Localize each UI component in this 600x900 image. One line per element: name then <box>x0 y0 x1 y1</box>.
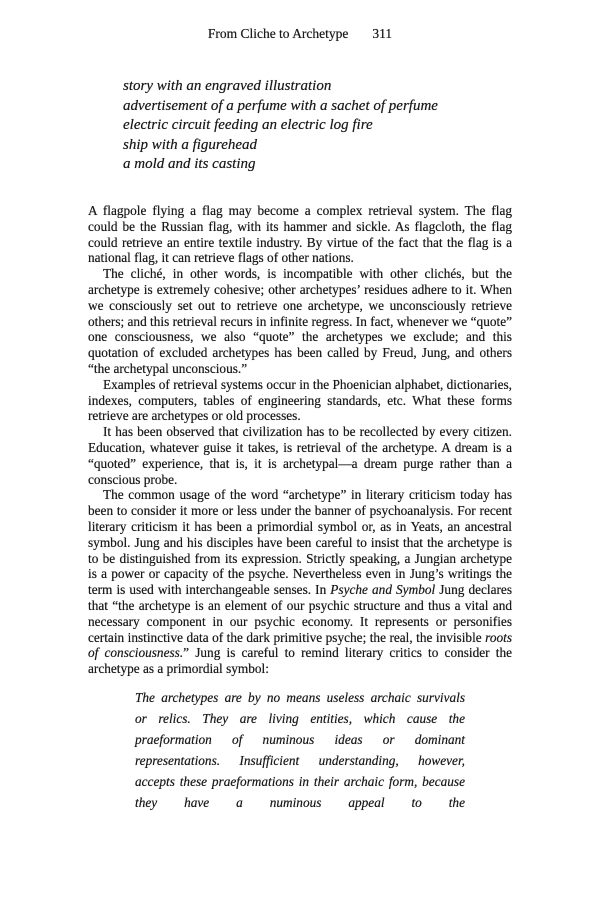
running-header <box>0 26 600 42</box>
paragraph <box>88 487 512 677</box>
paragraph <box>88 424 512 487</box>
header-title: From Cliche to Archetype <box>207 26 349 41</box>
blockquote <box>135 687 465 813</box>
list-item: electric circuit feeding an electric log fire <box>123 117 373 133</box>
paragraph <box>88 266 512 377</box>
paragraph <box>88 203 512 266</box>
body-text-column <box>88 203 512 813</box>
italic-text-segment: The archetypes are by no means useless archaic survivals or relics. They are living entities, which cause the praeformation of numinous ideas or dominant representations. Insufficient understanding, however, accepts these praeformations in their archaic form, because they have a numinous appeal to the <box>135 689 465 810</box>
text-segment: ” Jung is careful to remind literary critics to consider the archetype as a primordial symbol: <box>88 645 512 677</box>
paragraph <box>88 377 512 424</box>
italic-text-segment: roots of consciousness. <box>88 629 512 661</box>
list-item: story with an engraved illustration <box>123 78 332 94</box>
text-segment: The cliché, in other words, is incompatible with other clichés, but the archetype is extremely cohesive; other archetypes’ residues adhere to it. When we consciously set out to retrieve one archetype, we unconsciously retrieve others; and this retrieval recurs in infinite regress. In fact, whenever we “quote” one consciousness, we also “quote” the archetypes we exclude; and this quotation of excluded archetypes has been called by Freud, Jung, and others “the archetypal unconscious.” <box>88 266 512 376</box>
list-item: advertisement of a perfume with a sachet of perfume <box>123 97 438 114</box>
list-item: ship with a figurehead <box>123 136 258 153</box>
text-segment: It has been observed that civilization has to be recollected by every citizen. Education, whatever guise it takes, is retrieval of the archetype. A dream is a “quoted” experience, that is, it is archetypal—a dream purge rather than a conscious probe. <box>88 424 512 487</box>
text-segment: A flagpole flying a flag may become a complex retrieval system. The flag could be the Russian flag, with its hammer and sickle. As flagcloth, the flag could retrieve an entire textile industry. By virtue of the fact that the flag is a national flag, it can retrieve flags of other nations. <box>88 203 512 266</box>
text-segment: Examples of retrieval systems occur in the Phoenician alphabet, dictionaries, indexes, computers, tables of engineering standards, etc. What these forms retrieve are archetypes or old processes. <box>88 376 512 424</box>
list-item: a mold and its casting <box>123 156 256 172</box>
text-segment: Jung declares that “the archetype is an element of our psychic structure and thus a vital and necessary component in our psychic economy. It represents or personifies certain instinctive data of the dark primitive psyche; the real, the invisible <box>88 582 513 645</box>
italic-example-list <box>123 77 540 175</box>
text-segment: The common usage of the word “archetype” in literary criticism today has been to consider it more or less under the banner of psychoanalysis. For recent literary criticism it has been a primordial symbol or, as in Yeats, an ancestral symbol. Jung and his disciples have been careful to insist that the archetype is to be distinguished from its expression. Strictly speaking, a Jungian archetype is a power or capacity of the psyche. Nevertheless even in Jung’s writings the term is used with interchangeable senses. In <box>88 487 512 598</box>
italic-text-segment: Psyche and Symbol <box>330 582 436 598</box>
page-number: 311 <box>372 26 393 41</box>
